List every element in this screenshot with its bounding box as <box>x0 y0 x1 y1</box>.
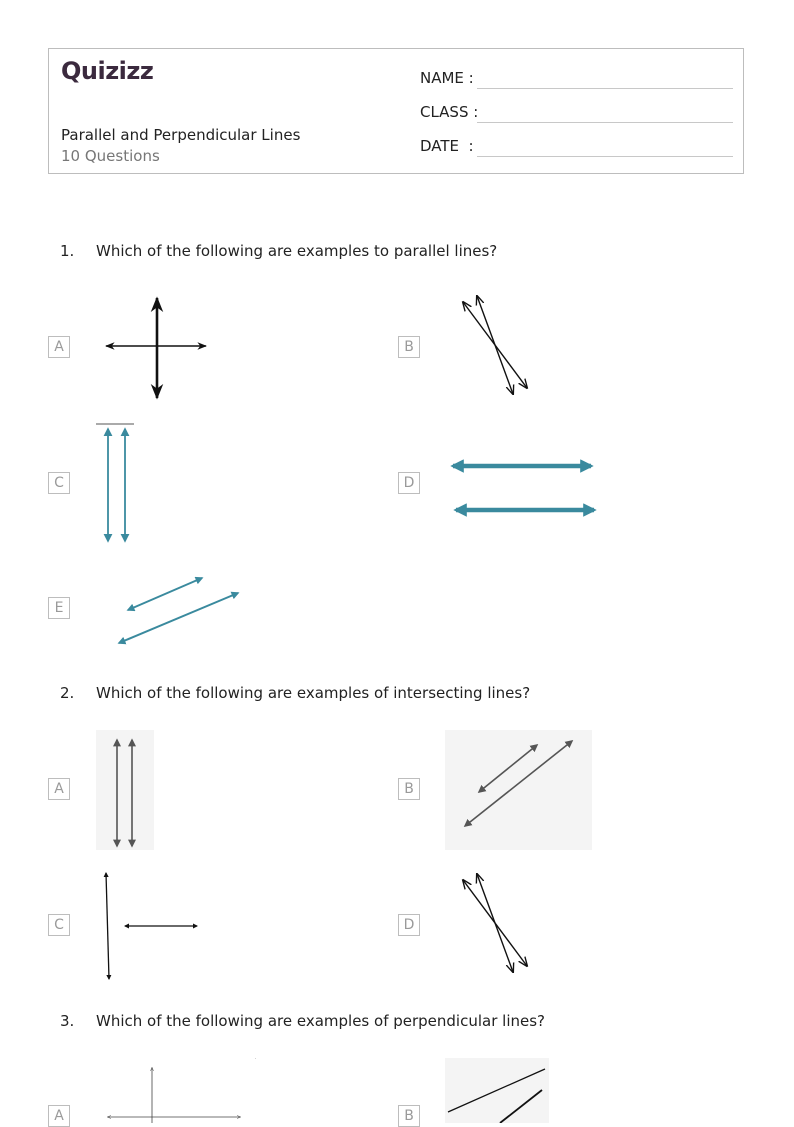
figure-2a-vertical-parallel <box>96 730 154 850</box>
worksheet-header <box>48 48 744 174</box>
question-text: Which of the following are examples to parallel lines? <box>96 242 498 260</box>
figure-1e-diagonal-parallel <box>110 572 250 652</box>
option-box-1d[interactable]: D <box>398 472 420 494</box>
option-box-2a[interactable]: A <box>48 778 70 800</box>
question-number: 1. <box>60 242 75 260</box>
figure-1a-perpendicular-arrows <box>100 292 212 404</box>
date-line[interactable] <box>477 156 733 157</box>
option-box-3b[interactable]: B <box>398 1105 420 1127</box>
option-box-1a[interactable]: A <box>48 336 70 358</box>
option-box-3a[interactable]: A <box>48 1105 70 1127</box>
question-text: Which of the following are examples of intersecting lines? <box>96 684 531 702</box>
name-line[interactable] <box>477 88 733 89</box>
class-line[interactable] <box>477 122 733 123</box>
figure-1c-vertical-parallel <box>95 423 137 547</box>
option-box-1e[interactable]: E <box>48 597 70 619</box>
figure-1d-horizontal-parallel <box>445 452 605 524</box>
question-number: 2. <box>60 684 75 702</box>
question-count: 10 Questions <box>61 147 160 165</box>
figure-1b-crossing-arrows <box>455 290 535 400</box>
option-box-2d[interactable]: D <box>398 914 420 936</box>
name-label: NAME : <box>420 69 474 87</box>
date-label: DATE : <box>420 137 474 155</box>
quizizz-logo: Quizizz <box>61 57 154 85</box>
option-box-2b[interactable]: B <box>398 778 420 800</box>
worksheet-title: Parallel and Perpendicular Lines <box>61 126 301 144</box>
option-box-1c[interactable]: C <box>48 472 70 494</box>
class-label: CLASS : <box>420 103 479 121</box>
option-box-1b[interactable]: B <box>398 336 420 358</box>
figure-2d-crossing-arrows <box>455 868 535 978</box>
option-box-2c[interactable]: C <box>48 914 70 936</box>
question-text: Which of the following are examples of perpendicular lines? <box>96 1012 545 1030</box>
question-number: 3. <box>60 1012 75 1030</box>
figure-2b-diagonal-parallel <box>445 730 592 850</box>
figure-3b-lines <box>445 1058 549 1123</box>
figure-3a-axes <box>100 1058 260 1123</box>
figure-2c-nonintersecting <box>96 866 206 986</box>
